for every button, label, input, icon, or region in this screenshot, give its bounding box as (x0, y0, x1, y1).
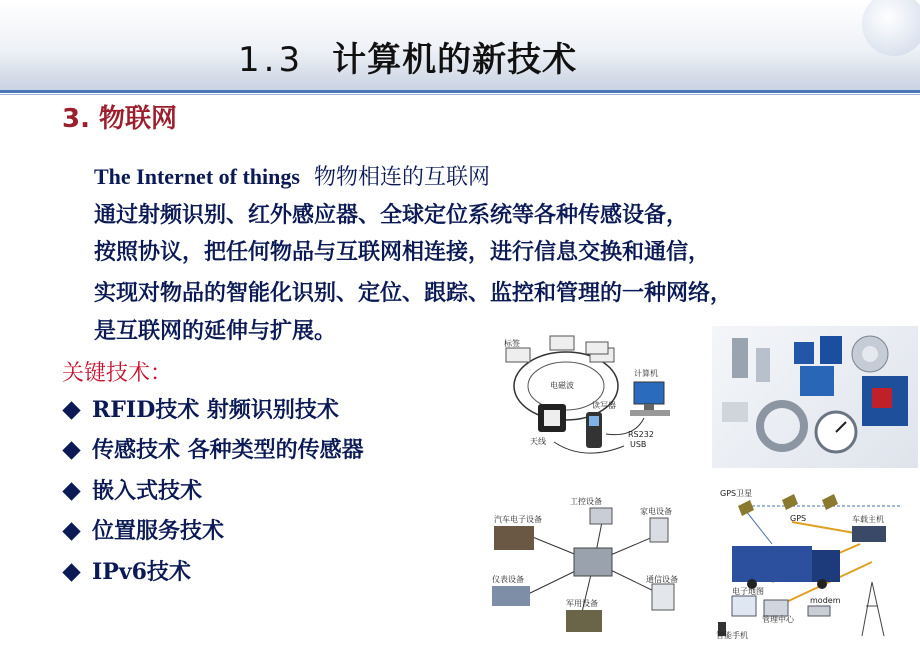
header-rule-thin (0, 94, 920, 95)
gps-map-label: 电子地图 (732, 587, 764, 596)
intro-en: The Internet of things (94, 164, 300, 189)
bullet-item (62, 474, 202, 505)
instrument-label: 仪表设备 (492, 575, 524, 584)
key-tech-heading: 关键技术： (62, 361, 173, 386)
rfid-reader-label: 读写器 (592, 401, 616, 410)
diamond-bullet-icon (62, 522, 80, 540)
gps-modem-label: modem (810, 596, 841, 605)
bullet-item (62, 433, 364, 464)
body-line-4: 是互联网的延伸与扩展。 (94, 318, 337, 344)
bullet-item (62, 555, 191, 586)
appliance-label: 家电设备 (640, 507, 672, 516)
bullet-text: 位置服务技术 (92, 518, 225, 544)
section-heading: 3. 物联网 (62, 104, 178, 134)
gps-phone-label: 智能手机 (716, 631, 748, 640)
diamond-bullet-icon (62, 401, 80, 419)
slide-title (238, 32, 577, 81)
military-label: 军用设备 (566, 599, 598, 608)
intro-zh: 物物相连的互联网 (313, 164, 490, 189)
rfid-antenna-label: 天线 (530, 437, 546, 446)
sensors-graphic (712, 326, 918, 468)
gps-label: GPS (790, 514, 807, 523)
gps-satellite-label: GPS卫星 (720, 489, 753, 498)
title-number: 1.3 (238, 40, 305, 80)
bullet-text: 嵌入式技术 (92, 478, 203, 504)
rfid-computer-label: 计算机 (634, 369, 658, 378)
industrial-label: 工控设备 (570, 497, 602, 506)
rfid-port2-label: USB (630, 440, 647, 449)
body-line-1: 通过射频识别、红外感应器、全球定位系统等各种传感设备， (94, 202, 689, 228)
header-rule (0, 90, 920, 93)
rfid-wave-label: 电磁波 (550, 381, 574, 390)
bullet-text: IPv6技术 (92, 559, 191, 585)
rfid-tag-label: 标签 (504, 339, 520, 348)
gps-diagram-graphic (712, 486, 918, 642)
bullet-item (62, 514, 224, 545)
bullet-text: RFID技术 射频识别技术 (92, 397, 339, 423)
car-label: 汽车电子设备 (494, 515, 542, 524)
rfid-port-label: RS232 (628, 430, 654, 439)
bullet-item (62, 393, 339, 424)
gps-diagram (712, 486, 918, 642)
body-line-2: 按照协议，把任何物品与互联网相连接，进行信息交换和通信， (94, 239, 711, 265)
comm-label: 通信设备 (646, 575, 678, 584)
diamond-bullet-icon (62, 441, 80, 459)
intro-line (94, 160, 490, 191)
diamond-bullet-icon (62, 482, 80, 500)
embedded-diagram (490, 494, 700, 634)
rfid-diagram (494, 330, 694, 470)
title-text: 计算机的新技术 (332, 40, 578, 80)
gps-host-label: 车载主机 (852, 515, 884, 524)
sensors-photo (712, 326, 918, 468)
body-line-3: 实现对物品的智能化识别、定位、跟踪、监控和管理的一种网络， (94, 280, 733, 306)
diamond-bullet-icon (62, 563, 80, 581)
gps-center-label: 管理中心 (762, 615, 794, 624)
bullet-text: 传感技术 各种类型的传感器 (92, 437, 364, 463)
